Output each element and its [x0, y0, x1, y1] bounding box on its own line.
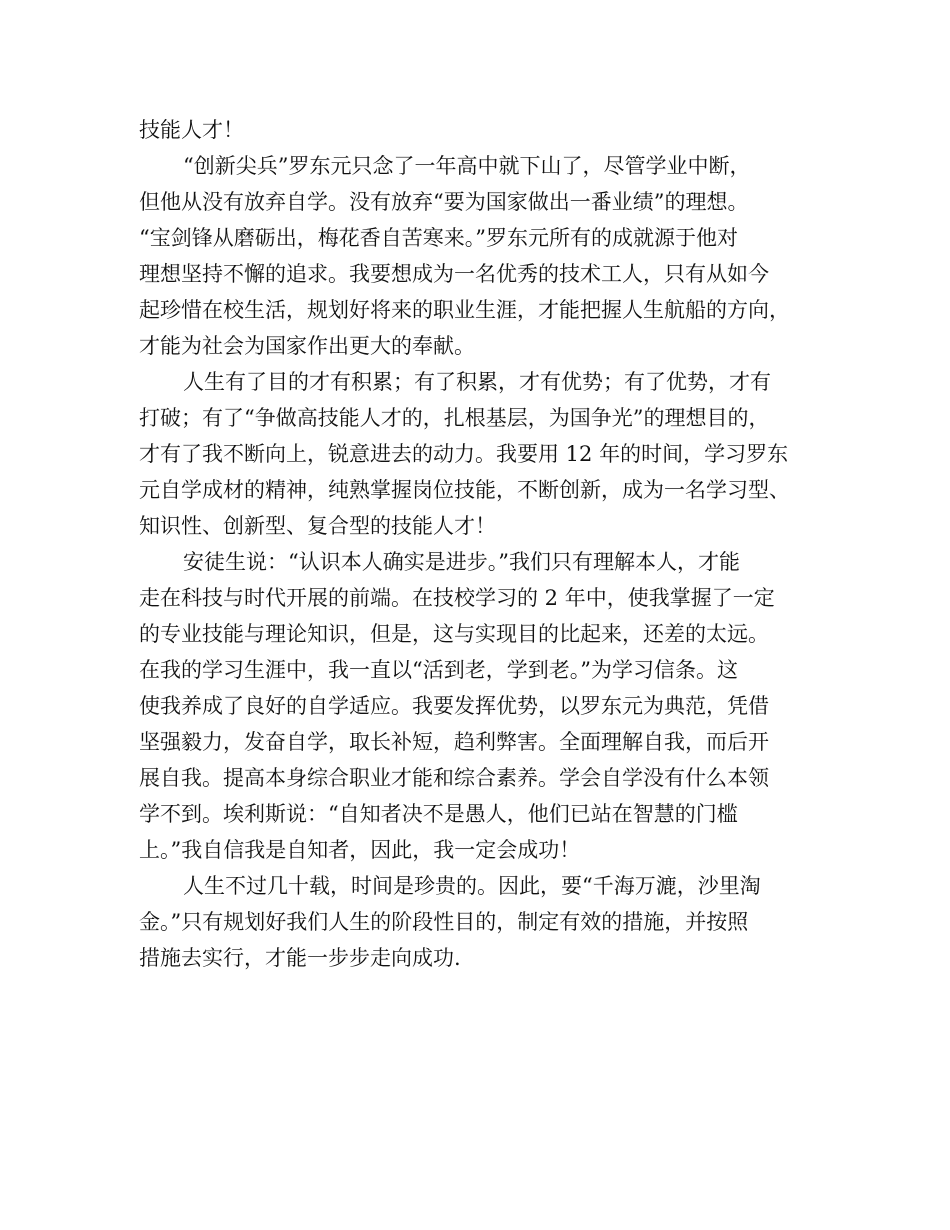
paragraph-start-line: “创新尖兵”罗东元只念了一年高中就下山了，尽管学业中断，: [183, 154, 751, 178]
text-line: 才有了我不断向上，锐意进去的动力。我要用 12 年的时间，学习罗东: [139, 442, 789, 466]
text-line: 走在科技与时代开展的前端。在技校学习的 2 年中，使我掌握了一定: [139, 586, 775, 610]
text-line: 才能为社会为国家作出更大的奉献。: [139, 334, 475, 358]
text-line: 技能人才！: [139, 118, 244, 142]
text-line: 展自我。提高本身综合职业才能和综合素养。学会自学没有什么本领: [139, 766, 769, 790]
paragraph-start-line: 人生有了目的才有积累；有了积累，才有优势；有了优势，才有: [183, 370, 771, 394]
text-line: 上。”我自信我是自知者，因此，我一定会成功！: [139, 838, 581, 862]
text-line: 金。”只有规划好我们人生的阶段性目的，制定有效的措施，并按照: [139, 910, 749, 934]
paragraph-start-line: 人生不过几十载，时间是珍贵的。因此，要“千海万漉，沙里淘: [183, 874, 761, 898]
text-line: 在我的学习生涯中，我一直以“活到老，学到老。”为学习信条。这: [139, 658, 738, 682]
text-line: 元自学成材的精神，纯熟掌握岗位技能，不断创新，成为一名学习型、: [139, 478, 790, 502]
text-line: 坚强毅力，发奋自学，取长补短，趋利弊害。全面理解自我，而后开: [139, 730, 769, 754]
text-line: 措施去实行，才能一步步走向成功.: [139, 946, 461, 970]
text-line: 使我养成了良好的自学适应。我要发挥优势，以罗东元为典范，凭借: [139, 694, 769, 718]
text-line: 打破；有了“争做高技能人才的，扎根基层，为国争光”的理想目的，: [139, 406, 770, 430]
text-line: 的专业技能与理论知识，但是，这与实现目的比起来，还差的太远。: [139, 622, 769, 646]
text-line: 但他从没有放弃自学。没有放弃“要为国家做出一番业绩”的理想。: [139, 190, 749, 214]
text-line: 理想坚持不懈的追求。我要想成为一名优秀的技术工人，只有从如今: [139, 262, 769, 286]
text-line: 知识性、创新型、复合型的技能人才！: [139, 514, 496, 538]
text-line: 学不到。埃利斯说：“自知者决不是愚人，他们已站在智慧的门槛: [139, 802, 738, 826]
paragraph-start-line: 安徒生说：“认识本人确实是进步。”我们只有理解本人，才能: [183, 550, 740, 574]
text-line: “宝剑锋从磨砺出，梅花香自苦寒来。”罗东元所有的成就源于他对: [139, 226, 738, 250]
text-line: 起珍惜在校生活，规划好将来的职业生涯，才能把握人生航船的方向，: [139, 298, 790, 322]
